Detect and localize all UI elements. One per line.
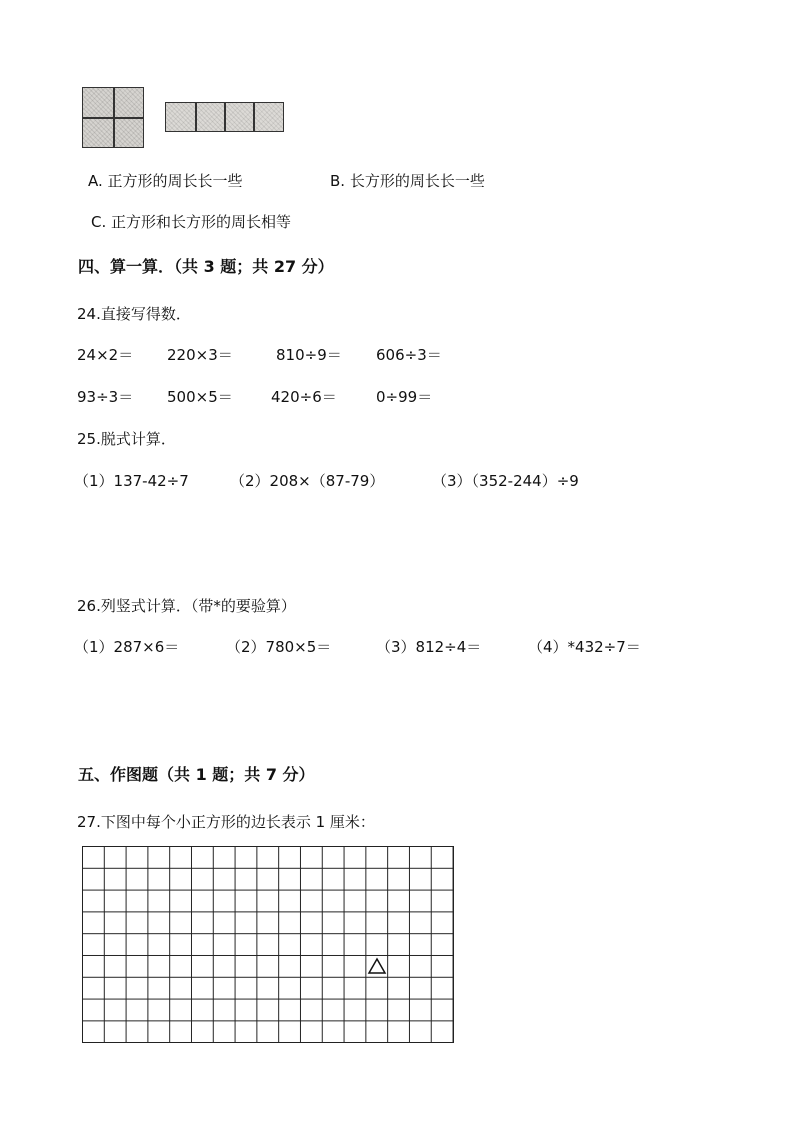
q24-item: 24×2＝ bbox=[77, 346, 134, 364]
q25-item: （3）（352-244）÷9 bbox=[432, 472, 579, 490]
square-grid bbox=[82, 846, 454, 1043]
q24-item: 420÷6＝ bbox=[271, 388, 337, 406]
section-4-heading: 四、算一算．（共 3 题；共 27 分） bbox=[78, 257, 334, 276]
q24-item: 810÷9＝ bbox=[276, 346, 342, 364]
q24-item: 93÷3＝ bbox=[77, 388, 134, 406]
q24-item: 500×5＝ bbox=[167, 388, 233, 406]
q24-item: 606÷3＝ bbox=[376, 346, 442, 364]
triangle-icon bbox=[367, 957, 387, 975]
square-figure bbox=[82, 87, 144, 148]
q24-prompt: 24.直接写得数． bbox=[77, 305, 191, 323]
q25-item: （1）137-42÷7 bbox=[74, 472, 189, 490]
q25-prompt: 25.脱式计算． bbox=[77, 430, 176, 448]
q26-item: （2）780×5＝ bbox=[226, 638, 332, 656]
rectangle-figure bbox=[165, 102, 284, 132]
option-b[interactable]: B. 长方形的周长长一些 bbox=[330, 172, 485, 190]
q24-item: 220×3＝ bbox=[167, 346, 233, 364]
q26-item: （4）*432÷7＝ bbox=[528, 638, 641, 656]
option-c[interactable]: C. 正方形和长方形的周长相等 bbox=[91, 213, 292, 231]
q24-item: 0÷99＝ bbox=[376, 388, 433, 406]
q26-item: （3）812÷4＝ bbox=[376, 638, 482, 656]
q26-prompt: 26.列竖式计算．（带*的要验算） bbox=[77, 597, 296, 615]
option-a[interactable]: A. 正方形的周长长一些 bbox=[88, 172, 243, 190]
q26-item: （1）287×6＝ bbox=[74, 638, 180, 656]
section-5-heading: 五、作图题（共 1 题；共 7 分） bbox=[78, 765, 315, 784]
q27-prompt: 27.下图中每个小正方形的边长表示 1 厘米： bbox=[77, 813, 375, 831]
q25-item: （2）208×（87-79） bbox=[230, 472, 385, 490]
